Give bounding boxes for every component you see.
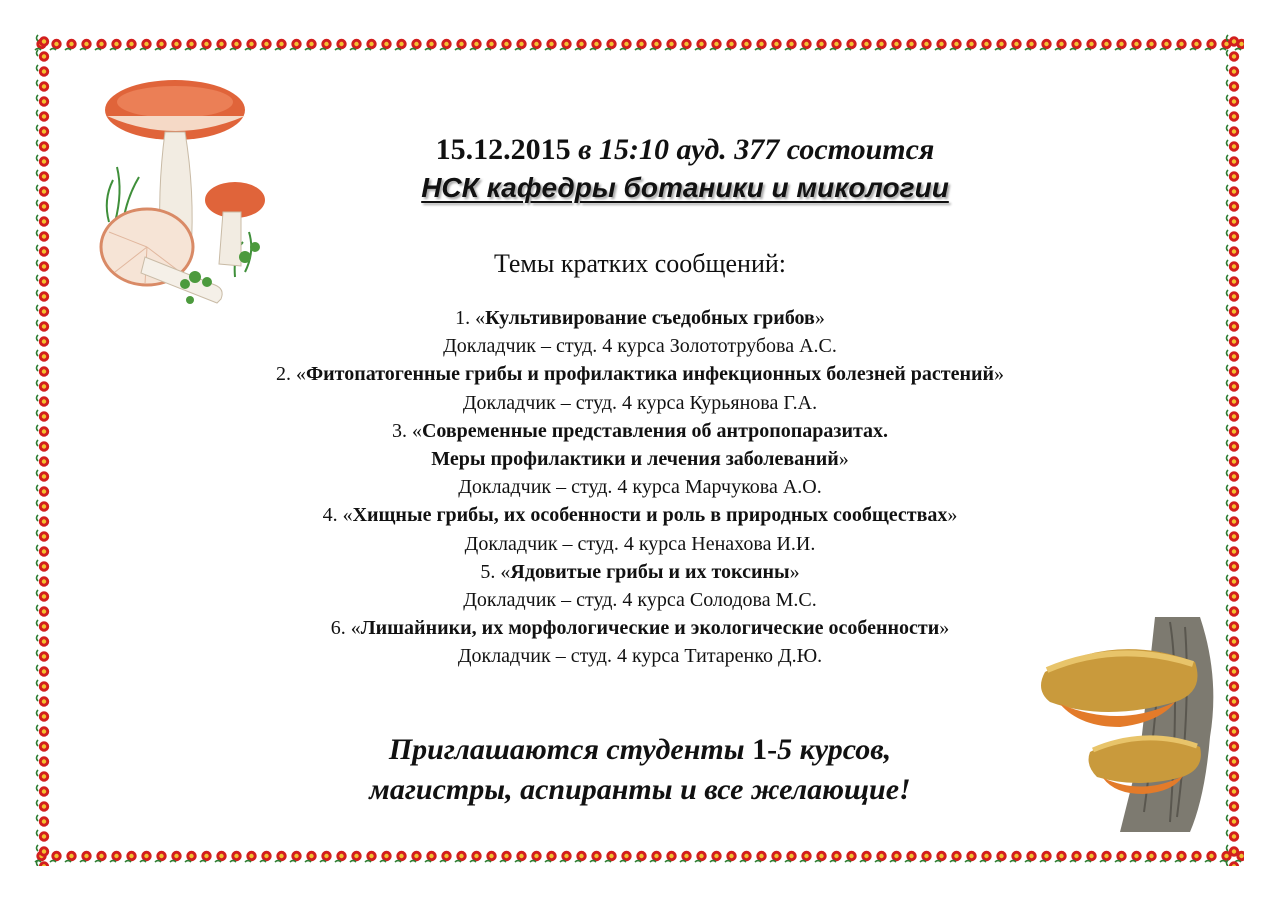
decorative-border-bottom xyxy=(34,846,1244,866)
event-time-prefix: в 15:1 xyxy=(578,133,655,166)
topic-title: 1. «Культивирование съедобных грибов» xyxy=(455,307,825,329)
topic-title: 4. «Хищные грибы, их особенности и роль в природных сообществах» xyxy=(322,504,958,527)
invitation xyxy=(250,730,1030,810)
decorative-border-top xyxy=(34,34,1244,54)
topic-speaker: Докладчик – студ. 4 курса Титаренко Д.Ю. xyxy=(457,645,823,668)
event-date-line xyxy=(240,130,1130,170)
topic-speaker: Докладчик – студ. 4 курса Солодова М.С. xyxy=(463,589,817,612)
topic-title-continuation: Меры профилактики и лечения заболеваний» xyxy=(431,448,849,471)
decorative-border-right xyxy=(1224,34,1244,866)
invitation-line-2: магистры, аспиранты и все желающие! xyxy=(369,773,911,806)
topic-speaker: Докладчик – студ. 4 курса Курьянова Г.А. xyxy=(462,391,818,414)
event-time-room: 0 ауд. 377 состоится xyxy=(654,133,935,166)
topics-list xyxy=(150,304,1130,671)
topics-heading: Темы кратких сообщений: xyxy=(493,249,787,278)
topic-title: 6. «Лишайники, их морфологические и экологические особенности» xyxy=(330,617,950,640)
invitation-line-1: Приглашаются студенты 1-5 курсов, xyxy=(388,733,892,766)
topic-title: 5. «Ядовитые грибы и их токсины» xyxy=(480,560,800,583)
event-date: 15.12.2015 xyxy=(435,133,571,166)
event-title: НСК кафедры ботаники и микологии xyxy=(421,172,949,203)
topic-title: 3. «Современные представления об антропопаразитах. xyxy=(391,419,889,442)
topic-speaker: Докладчик – студ. 4 курса Ненахова И.И. xyxy=(464,532,816,555)
topic-title: 2. «Фитопатогенные грибы и профилактика инфекционных болезней растений» xyxy=(275,363,1005,386)
topic-speaker: Докладчик – студ. 4 курса Марчукова А.О. xyxy=(458,476,822,499)
topic-speaker: Докладчик – студ. 4 курса Золототрубова А.С. xyxy=(443,335,837,358)
decorative-border-left xyxy=(34,34,54,866)
